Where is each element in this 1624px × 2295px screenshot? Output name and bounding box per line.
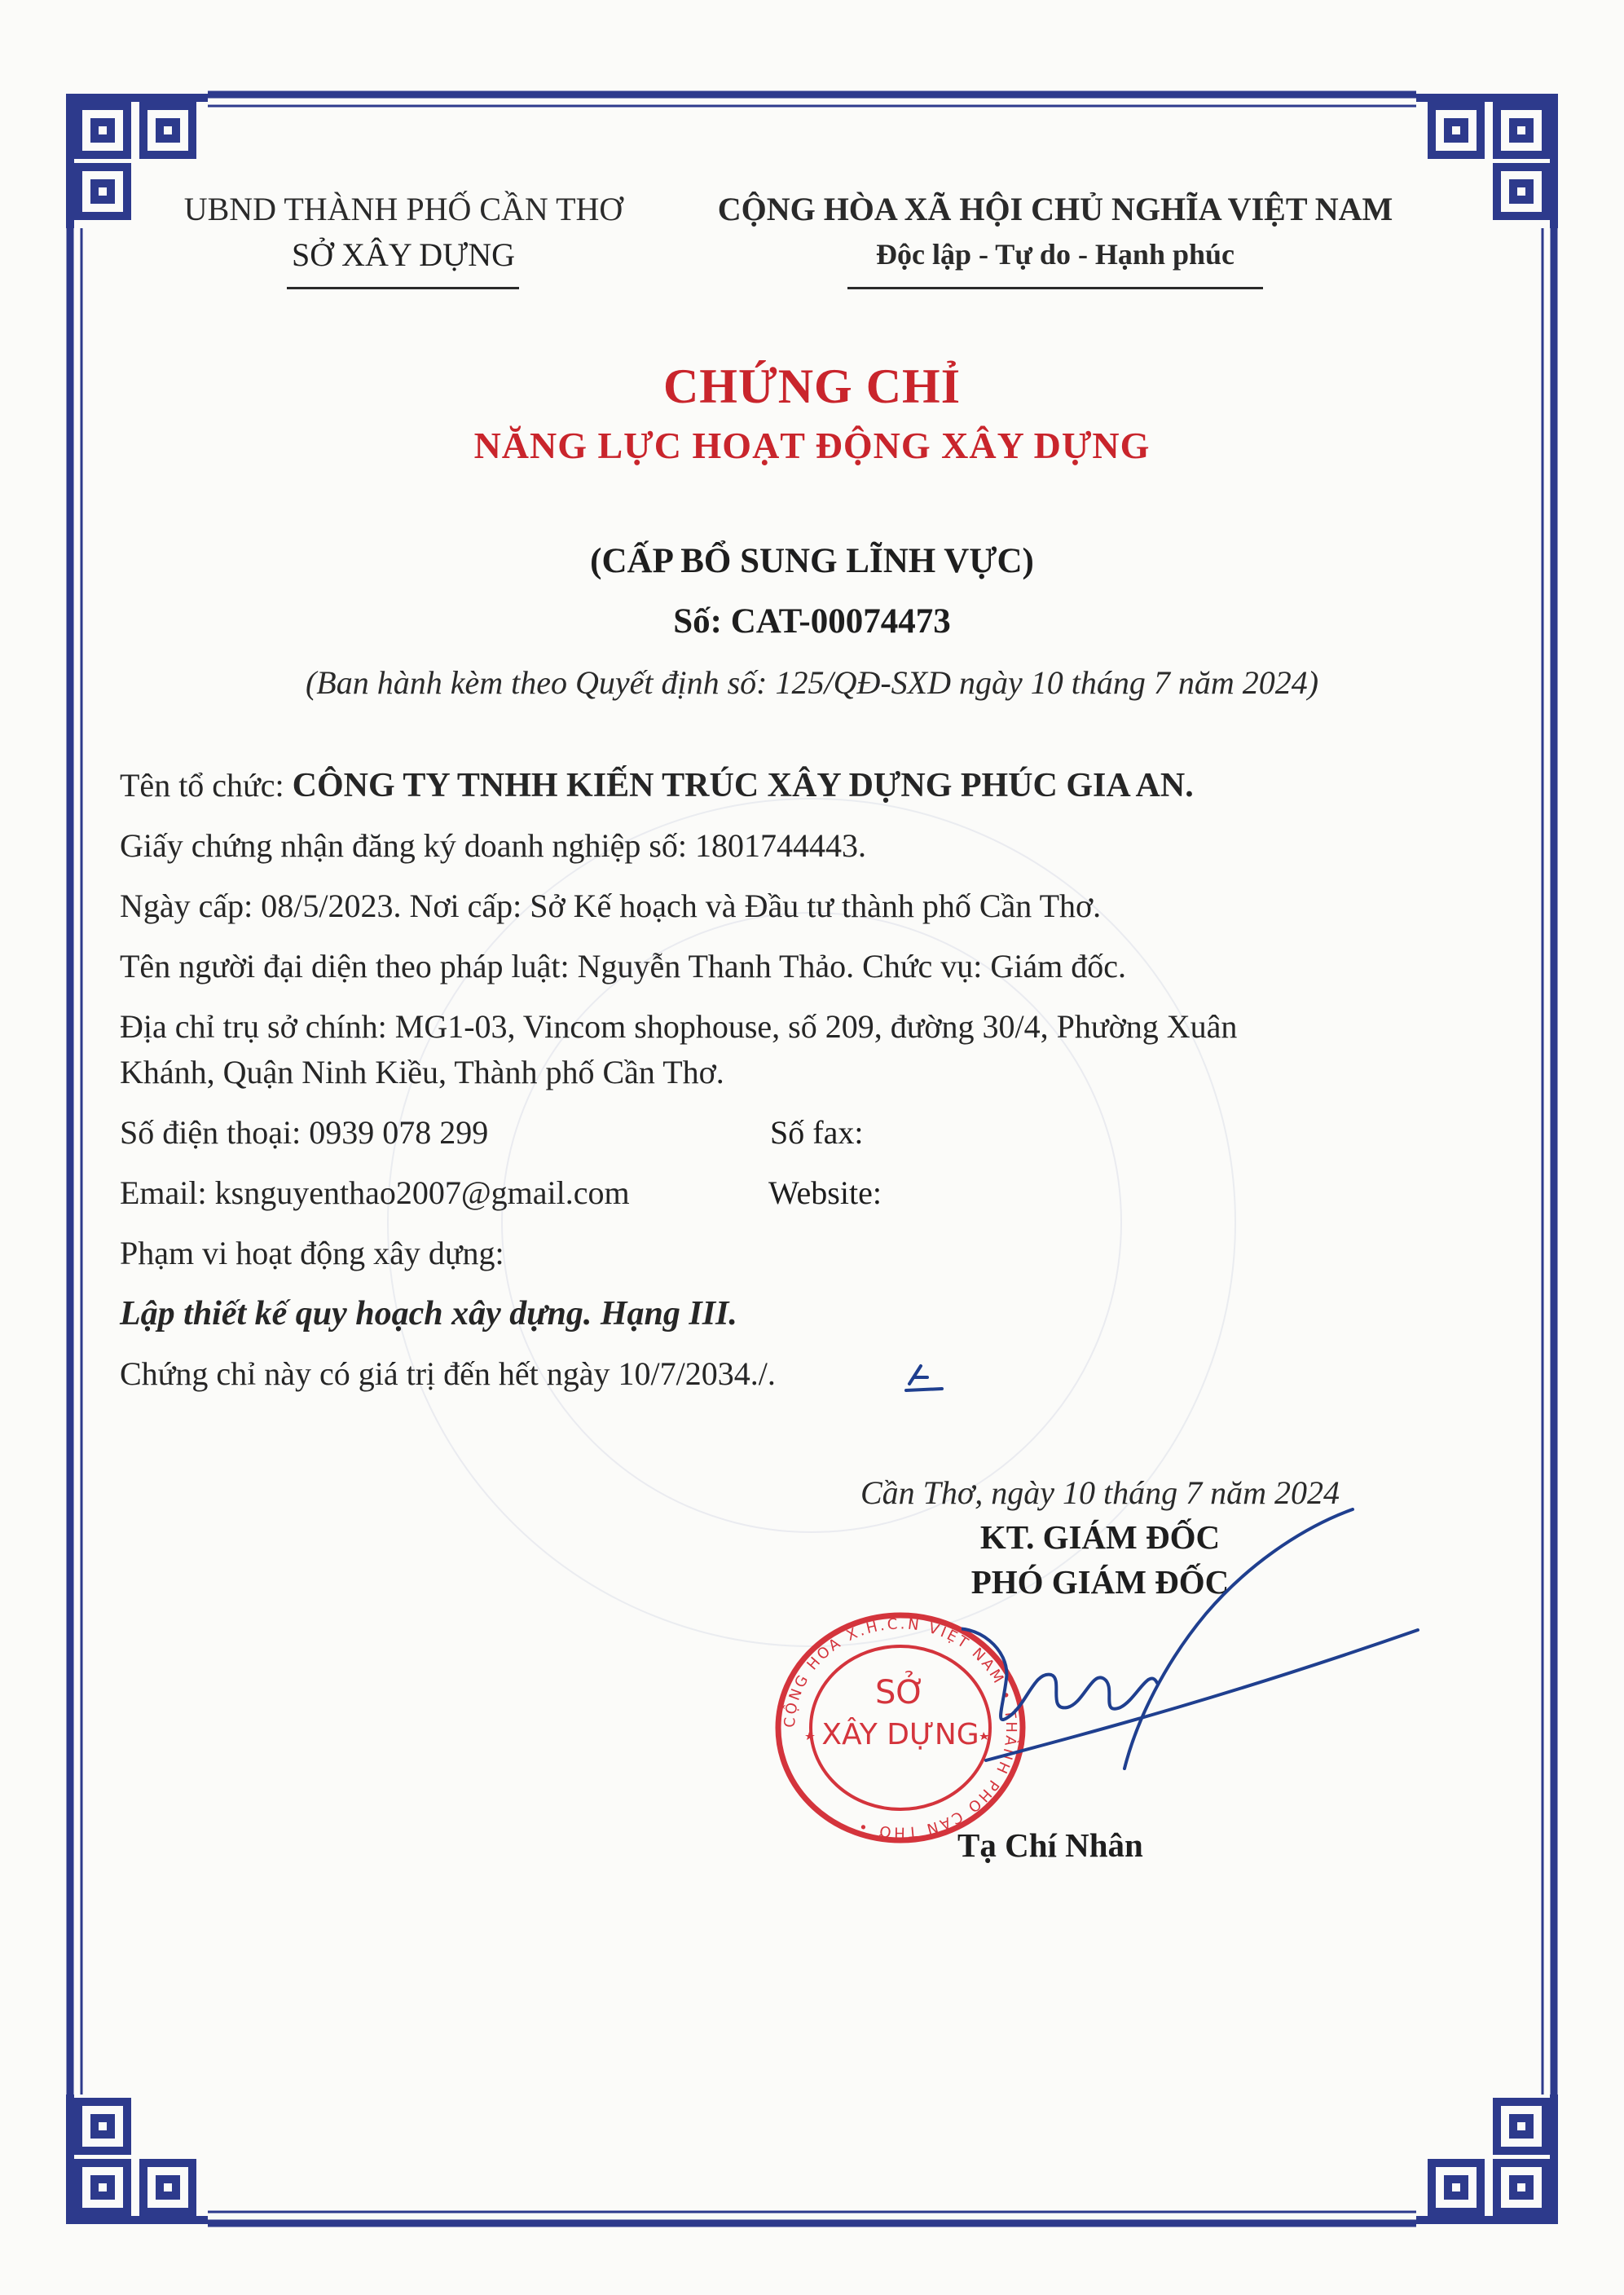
agency-parent: UBND THÀNH PHỐ CẦN THƠ bbox=[183, 191, 623, 227]
email: Email: ksnguyenthao2007@gmail.com bbox=[120, 1174, 630, 1211]
signature-title-1: KT. GIÁM ĐỐC bbox=[979, 1518, 1221, 1556]
issue-type: (CẤP BỔ SUNG LĨNH VỰC) bbox=[590, 542, 1034, 580]
signature-title-2: PHÓ GIÁM ĐỐC bbox=[970, 1563, 1230, 1601]
agency-name: SỞ XÂY DỰNG bbox=[291, 236, 515, 273]
fax: Số fax: bbox=[770, 1114, 864, 1151]
scope-label: Phạm vi hoạt động xây dựng: bbox=[120, 1235, 504, 1271]
svg-text:XÂY DỰNG: XÂY DỰNG bbox=[821, 1718, 979, 1751]
decision-reference: (Ban hành kèm theo Quyết định số: 125/QĐ-SXD ngày 10 tháng 7 năm 2024) bbox=[305, 664, 1319, 701]
org-name-value: CÔNG TY TNHH KIẾN TRÚC XÂY DỰNG PHÚC GIA AN. bbox=[292, 767, 1194, 804]
signature-place-date: Cần Thơ, ngày 10 tháng 7 năm 2024 bbox=[860, 1474, 1340, 1511]
business-registration: Giấy chứng nhận đăng ký doanh nghiệp số: 1801744443. bbox=[120, 827, 866, 864]
signer-name: Tạ Chí Nhân bbox=[957, 1826, 1143, 1864]
certificate-subtitle: NĂNG LỰC HOẠT ĐỘNG XÂY DỰNG bbox=[473, 425, 1151, 466]
certificate-number: Số: CAT-00074473 bbox=[673, 602, 951, 641]
phone: Số điện thoại: 0939 078 299 bbox=[120, 1114, 489, 1151]
issue-date-place: Ngày cấp: 08/5/2023. Nơi cấp: Sở Kế hoạch và Đầu tư thành phố Cần Thơ. bbox=[120, 888, 1102, 924]
validity: Chứng chỉ này có giá trị đến hết ngày 10/7/2034./. bbox=[120, 1355, 776, 1392]
address-line-1: Địa chỉ trụ sở chính: MG1-03, Vincom shophouse, số 209, đường 30/4, Phường Xuân bbox=[120, 1008, 1238, 1045]
svg-text:CỘNG HÒA X.H.C.N VIỆT NAM • TH: CỘNG HÒA X.H.C.N VIỆT NAM • THÀNH PHỐ CẦN THƠ • bbox=[781, 1615, 1020, 1841]
national-title: CỘNG HÒA XÃ HỘI CHỦ NGHĨA VIỆT NAM bbox=[717, 191, 1393, 227]
website: Website: bbox=[768, 1174, 882, 1211]
certificate-title: CHỨNG CHỈ bbox=[662, 359, 962, 413]
scope-value: Lập thiết kế quy hoạch xây dựng. Hạng III. bbox=[120, 1295, 737, 1333]
legal-representative: Tên người đại diện theo pháp luật: Nguyễn Thanh Thảo. Chức vụ: Giám đốc. bbox=[120, 948, 1126, 985]
address-line-2: Khánh, Quận Ninh Kiều, Thành phố Cần Thơ. bbox=[120, 1054, 724, 1090]
motto-underline bbox=[847, 287, 1263, 289]
handwritten-signature bbox=[962, 1508, 1450, 1850]
org-name-line bbox=[120, 766, 1194, 805]
national-motto: Độc lập - Tự do - Hạnh phúc bbox=[875, 238, 1235, 271]
org-name-label: Tên tổ chức: bbox=[120, 767, 293, 804]
agency-underline bbox=[287, 287, 519, 289]
initial-mark-icon bbox=[903, 1359, 945, 1395]
svg-text:SỞ: SỞ bbox=[875, 1674, 926, 1711]
